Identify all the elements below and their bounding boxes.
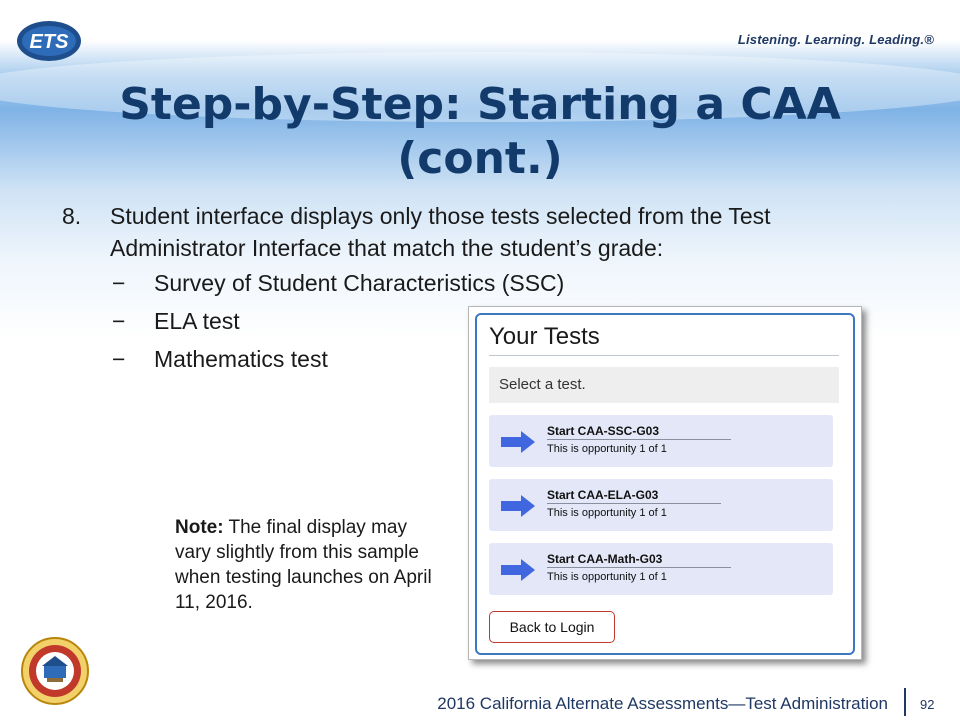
california-education-seal	[20, 636, 90, 706]
arrow-right-icon	[501, 431, 535, 453]
your-tests-heading: Your Tests	[489, 323, 600, 350]
heading-divider	[489, 355, 839, 356]
note-label: Note:	[175, 517, 224, 538]
test-name-underline	[547, 503, 721, 504]
test-name-underline	[547, 439, 731, 440]
select-prompt: Select a test.	[499, 376, 586, 393]
test-card-ela[interactable]	[489, 479, 833, 531]
footer-divider	[904, 688, 906, 716]
note	[175, 515, 445, 615]
arrow-right-icon	[501, 559, 535, 581]
ets-logo	[14, 18, 84, 64]
dash: −	[112, 346, 126, 372]
test-name-underline	[547, 567, 731, 568]
test-name: Start CAA-Math-G03	[547, 552, 663, 566]
back-to-login-button[interactable]: Back to Login	[489, 611, 615, 643]
test-name: Start CAA-ELA-G03	[547, 488, 659, 502]
step-number: 8.	[62, 203, 82, 229]
sub-item-text: Survey of Student Characteristics (SSC)	[154, 270, 565, 296]
test-card-ssc[interactable]	[489, 415, 833, 467]
dash: −	[112, 308, 126, 334]
dash: −	[112, 270, 126, 296]
svg-text:ETS: ETS	[29, 31, 69, 53]
page-number: 92	[920, 697, 935, 712]
select-prompt-box	[489, 367, 839, 403]
sub-item-text: Mathematics test	[154, 346, 328, 372]
test-opportunity: This is opportunity 1 of 1	[547, 507, 667, 519]
slide-title: Step-by-Step: Starting a CAA (cont.)	[119, 79, 841, 184]
sub-item-text: ELA test	[154, 308, 240, 334]
test-name: Start CAA-SSC-G03	[547, 424, 660, 438]
arrow-right-icon	[501, 495, 535, 517]
test-card-math[interactable]	[489, 543, 833, 595]
test-opportunity: This is opportunity 1 of 1	[547, 571, 667, 583]
step-text: Student interface displays only those tests selected from the Test Administrator Interface that match the student’s grade:	[110, 203, 771, 261]
footer-text: 2016 California Alternate Assessments—Test Administration	[437, 694, 888, 713]
note-text: The final display may vary slightly from this sample when testing launches on April 11, 2016.	[175, 517, 432, 613]
your-tests-screenshot	[468, 306, 862, 660]
test-opportunity: This is opportunity 1 of 1	[547, 443, 667, 455]
your-tests-panel	[475, 313, 855, 655]
tagline: Listening. Learning. Leading.®	[737, 32, 934, 47]
